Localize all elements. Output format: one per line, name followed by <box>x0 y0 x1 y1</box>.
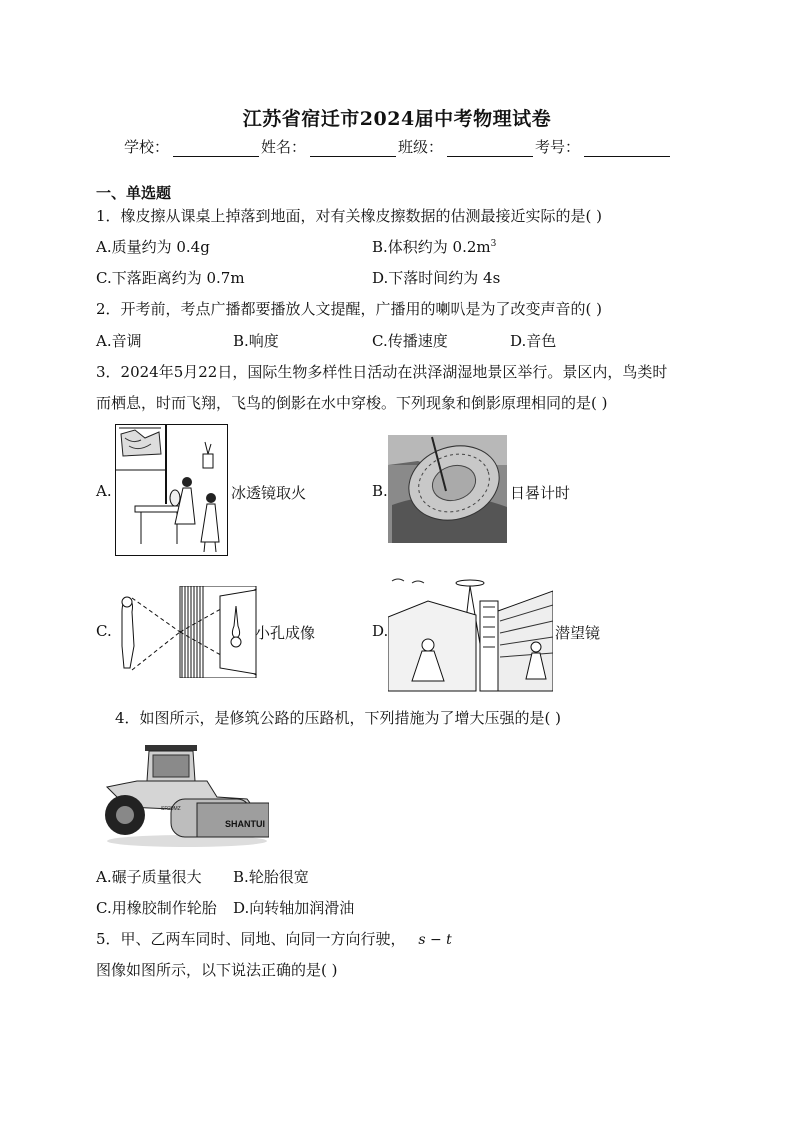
sundial-photo <box>388 435 507 543</box>
q2-option-d[interactable]: D.音色 <box>510 332 557 350</box>
exam-no-label: 考号： <box>535 138 581 156</box>
q4-stem: 4．如图所示，是修筑公路的压路机，下列措施为了增大压强的是( ) <box>115 709 562 727</box>
class-label: 班级： <box>398 138 444 156</box>
school-label: 学校： <box>124 138 170 156</box>
q2-stem: 2．开考前，考点广播都要播放人文提醒，广播用的喇叭是为了改变声音的( ) <box>96 300 603 318</box>
q4-option-d[interactable]: D.向转轴加润滑油 <box>233 899 355 917</box>
name-blank[interactable] <box>310 140 396 157</box>
q5-formula: s − t <box>418 932 452 948</box>
q2-option-b[interactable]: B.响度 <box>233 332 279 350</box>
ice-lens-illustration <box>115 424 228 556</box>
section-heading: 一、单选题 <box>96 184 172 202</box>
q3-option-d-label: 潜望镜 <box>555 624 601 642</box>
q3-option-d-letter[interactable]: D. <box>372 622 389 640</box>
q1-option-b-sup: 3 <box>490 239 497 249</box>
q3-option-a-label: 冰透镜取火 <box>231 484 307 502</box>
q2-option-a[interactable]: A.音调 <box>96 332 142 350</box>
school-blank[interactable] <box>173 140 259 157</box>
q3-stem-line1: 3．2024年5月22日，国际生物多样性日活动在洪泽湖湿地景区举行。景区内，鸟类时 <box>96 363 668 381</box>
class-blank[interactable] <box>447 140 533 157</box>
q3-stem-line2: 而栖息，时而飞翔，飞鸟的倒影在水中穿梭。下列现象和倒影原理相同的是( ) <box>96 394 608 412</box>
q1-stem: 1．橡皮擦从课桌上掉落到地面，对有关橡皮擦数据的估测最接近实际的是( ) <box>96 207 603 225</box>
roller-brand-shantui: SHANTUI <box>225 819 265 829</box>
student-info-row <box>124 136 672 157</box>
q1-option-b[interactable] <box>372 236 496 257</box>
q3-option-a-letter[interactable]: A. <box>96 482 112 500</box>
q5-stem-line2: 图像如图所示，以下说法正确的是( ) <box>96 961 338 979</box>
page-title: 江苏省宿迁市2024届中考物理试卷 <box>242 108 552 130</box>
periscope-illustration <box>388 571 553 693</box>
q3-option-c-letter[interactable]: C. <box>96 622 112 640</box>
q5-stem-line1 <box>96 928 452 949</box>
q1-option-c[interactable]: C.下落距离约为 0.7m <box>96 269 245 287</box>
q2-option-c[interactable]: C.传播速度 <box>372 332 448 350</box>
name-label: 姓名： <box>261 138 307 156</box>
q1-option-d[interactable]: D.下落时间约为 4s <box>372 269 501 287</box>
q4-option-c[interactable]: C.用橡胶制作轮胎 <box>96 899 217 917</box>
q5-stem-text: 5．甲、乙两车同时、同地、向同一方向行驶， <box>96 930 406 948</box>
pinhole-imaging-diagram <box>108 586 258 678</box>
q1-option-a[interactable]: A.质量约为 0.4g <box>96 238 210 256</box>
q1-option-b-text: B.体积约为 0.2m <box>372 238 491 256</box>
roller-model-label: SR20MZ <box>161 806 181 812</box>
q4-option-a[interactable]: A.碾子质量很大 <box>96 868 202 886</box>
q3-option-b-label: 日晷计时 <box>510 484 571 502</box>
q3-option-c-label: 小孔成像 <box>255 624 316 642</box>
q4-option-b[interactable]: B.轮胎很宽 <box>233 868 309 886</box>
exam-no-blank[interactable] <box>584 140 670 157</box>
q3-option-b-letter[interactable]: B. <box>372 482 388 500</box>
road-roller-photo <box>97 737 269 849</box>
